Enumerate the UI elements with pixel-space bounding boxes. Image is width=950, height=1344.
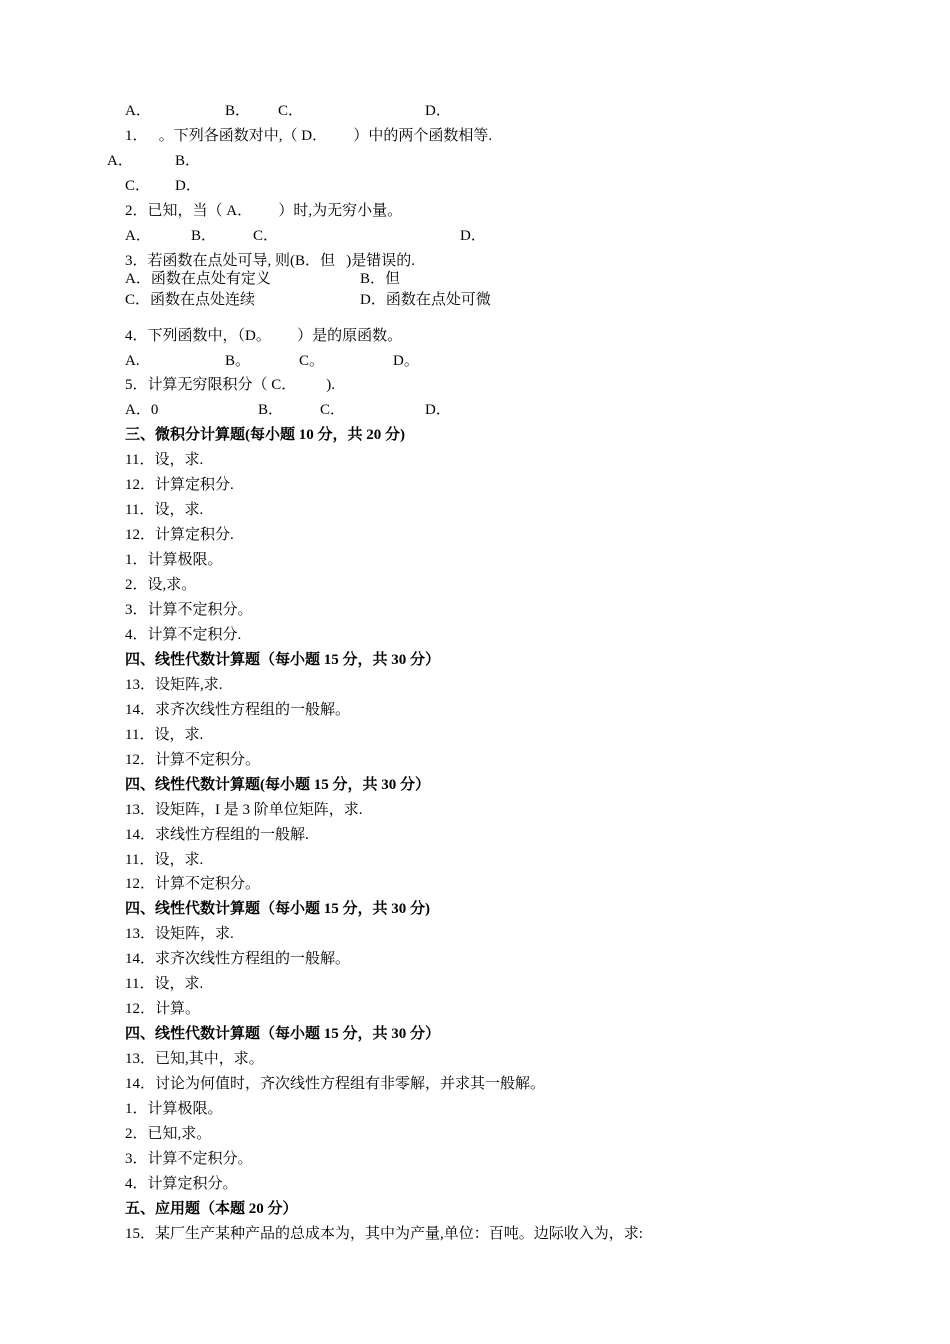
line-segment: D． [460,227,486,244]
line-segment: 13．设矩阵，I 是 3 阶单位矩阵，求. [125,801,363,818]
line-segment: C． [320,402,346,419]
line-segment: A. [125,352,140,369]
line-segment: 2．设,求。 [125,577,197,594]
section-heading [0,774,950,796]
text-line [0,150,950,172]
text-line [0,374,950,396]
text-line [0,1073,950,1095]
line-segment: 12．计算定积分. [125,527,234,544]
text-line [0,1123,950,1145]
line-segment: A． [125,103,151,119]
line-segment: 12．计算不定积分。 [125,876,261,893]
line-segment: 1．计算极限。 [125,1101,223,1117]
line-segment: 13．设矩阵,求. [125,676,223,693]
section-heading [0,1198,950,1220]
text-line [0,499,950,521]
line-segment: B． [191,227,217,244]
line-segment: 1．计算极限。 [125,552,223,569]
line-segment: 14．求齐次线性方程组的一般解。 [125,951,351,968]
line-segment: 11．设，求. [125,726,204,743]
line-segment: 5．计算无穷限积分（ C． ). [125,377,336,394]
text-line [0,624,950,646]
line-segment: D。 [393,352,419,369]
line-segment: 2．已知，当（ A． ）时,为无穷小量。 [125,202,403,219]
line-segment: 四、线性代数计算题(每小题 15 分，共 30 分） [125,776,430,793]
line-segment: D． [175,177,201,194]
line-segment: 四、线性代数计算题（每小题 15 分，共 30 分) [125,901,430,918]
text-line [0,100,950,122]
text-line [0,524,950,546]
line-segment: 五、应用题（本题 20 分） [125,1200,298,1217]
text-line [0,289,950,311]
line-segment: C． [253,227,279,244]
line-segment: 四、线性代数计算题（每小题 15 分，共 30 分） [125,1026,441,1043]
line-segment: 15．某厂生产某种产品的总成本为，其中为产量,单位：百吨。边际收入为，求: [125,1225,643,1242]
line-segment: B。 [225,352,251,369]
text-line [0,1148,950,1170]
line-segment: 4．计算定积分。 [125,1175,238,1192]
line-segment: 12．计算。 [125,1001,201,1018]
text-line [0,474,950,496]
line-segment: C．函数在点处连续 [125,291,256,308]
text-line [0,125,950,147]
text-line [0,325,950,347]
text-line [0,799,950,821]
section-heading [0,424,950,446]
line-segment: 4．计算不定积分. [125,626,242,643]
line-segment: D．函数在点处可微 [360,291,491,308]
line-segment: 11．设，求. [125,976,204,993]
text-line [0,948,950,970]
line-segment: 3．计算不定积分。 [125,602,253,618]
line-segment: 11．设，求. [125,452,204,469]
text-line [0,973,950,995]
text-line [0,549,950,571]
text-line [0,1173,950,1195]
text-line [0,350,950,372]
text-line [0,1048,950,1070]
line-segment: 13．已知,其中，求。 [125,1051,264,1068]
line-segment: A． [125,227,151,244]
section-heading [0,898,950,920]
text-line [0,175,950,197]
text-line [0,923,950,945]
line-segment: C． [278,103,304,119]
text-line [0,824,950,846]
text-line [0,268,950,290]
section-heading [0,1023,950,1045]
text-line [0,225,950,247]
text-line [0,599,950,621]
line-segment: D． [425,402,451,419]
line-segment: B．但 [360,270,401,287]
text-line [0,873,950,895]
section-heading [0,649,950,671]
line-segment: 12．计算不定积分。 [125,751,261,768]
text-line [0,724,950,746]
line-segment: A．0 [125,402,159,419]
text-line [0,200,950,222]
line-segment: 3．计算不定积分。 [125,1150,253,1167]
line-segment: 11．设，求. [125,851,204,868]
line-segment: B． [225,103,251,119]
text-line [0,1098,950,1120]
line-segment: 1． 。下列各函数对中,（ D． ）中的两个函数相等. [125,127,493,144]
text-line [0,449,950,471]
text-line [0,998,950,1020]
line-segment: A． [107,152,133,169]
line-segment: 3．若函数在点处可导, 则(B．但 )是错误的. [125,252,415,269]
text-line [0,849,950,871]
line-segment: A．函数在点处有定义 [125,270,271,287]
line-segment: 12．计算定积分. [125,477,234,494]
line-segment: 2．已知,求。 [125,1125,212,1142]
line-segment: 13．设矩阵，求. [125,926,234,943]
line-segment: 14．求齐次线性方程组的一般解。 [125,701,351,718]
line-segment: 14．求线性方程组的一般解. [125,826,309,843]
line-segment: 四、线性代数计算题（每小题 15 分，共 30 分） [125,651,441,668]
line-segment: C． [125,177,151,194]
text-line [0,699,950,721]
text-line [0,749,950,771]
line-segment: 14．讨论为何值时，齐次线性方程组有非零解，并求其一般解。 [125,1076,546,1093]
text-line [0,399,950,421]
line-segment: 4．下列函数中，（D。 ）是的原函数。 [125,327,403,344]
line-segment: 三、微积分计算题(每小题 10 分，共 20 分) [125,427,405,444]
line-segment: B． [175,152,201,169]
text-line [0,674,950,696]
line-segment: B． [258,402,284,419]
text-line [0,574,950,596]
line-segment: 11．设，求. [125,502,204,519]
text-line [0,1223,950,1245]
line-segment: C。 [299,352,325,369]
line-segment: D． [425,103,451,119]
